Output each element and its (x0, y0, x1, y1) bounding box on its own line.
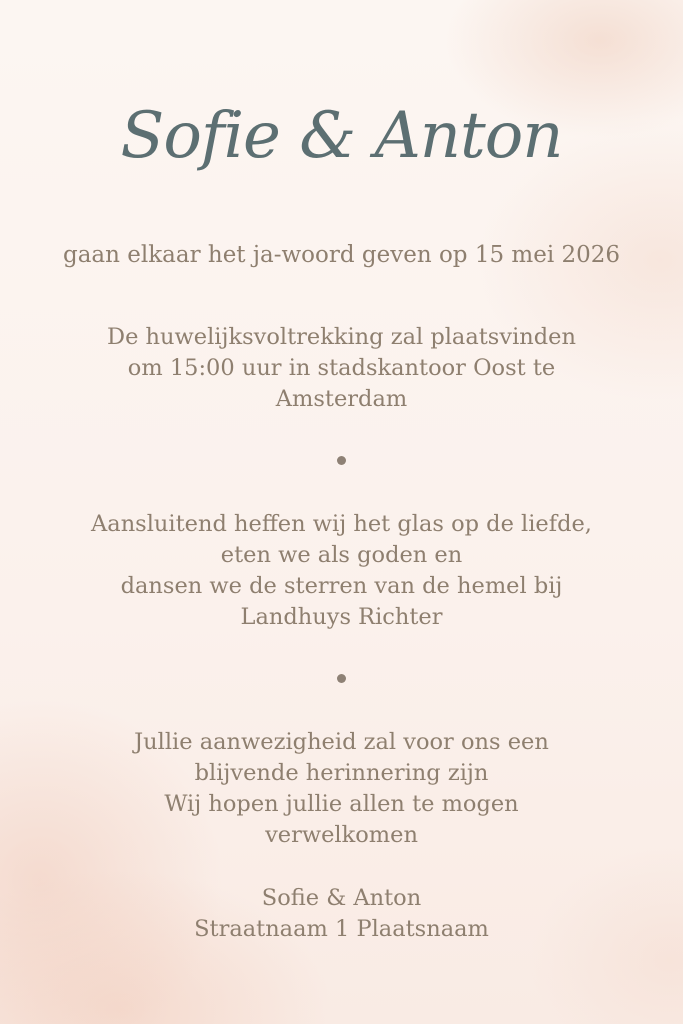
party-line: Aansluitend heffen wij het glas op de liefde, (91, 511, 592, 537)
couple-names-title: Sofie & Anton (120, 99, 563, 173)
signoff (0, 883, 683, 945)
ceremony-line: om 15:00 uur in stadskantoor Oost te (127, 355, 556, 381)
signoff-address: Straatnaam 1 Plaatsnaam (194, 916, 489, 942)
closing-line: blijvende herinnering zijn (194, 760, 489, 786)
closing-line: verwelkomen (265, 822, 418, 848)
wedding-date-line: gaan elkaar het ja-woord geven op 15 mei 2026 (62, 242, 621, 268)
ceremony-line: Amsterdam (275, 386, 408, 412)
ceremony-text (0, 322, 683, 415)
party-line: eten we als goden en (220, 542, 463, 568)
ceremony-line: De huwelijksvoltrekking zal plaatsvinden (107, 324, 576, 350)
party-line: Landhuys Richter (240, 604, 443, 630)
closing-line: Jullie aanwezigheid zal voor ons een (134, 729, 549, 755)
signoff-names: Sofie & Anton (261, 885, 422, 911)
closing-line: Wij hopen jullie allen te mogen (164, 791, 519, 817)
separator-dot (337, 674, 346, 683)
separator-dot (337, 456, 346, 465)
party-line: dansen we de sterren van de hemel bij (120, 573, 563, 599)
closing-text (0, 727, 683, 851)
party-text (0, 509, 683, 633)
